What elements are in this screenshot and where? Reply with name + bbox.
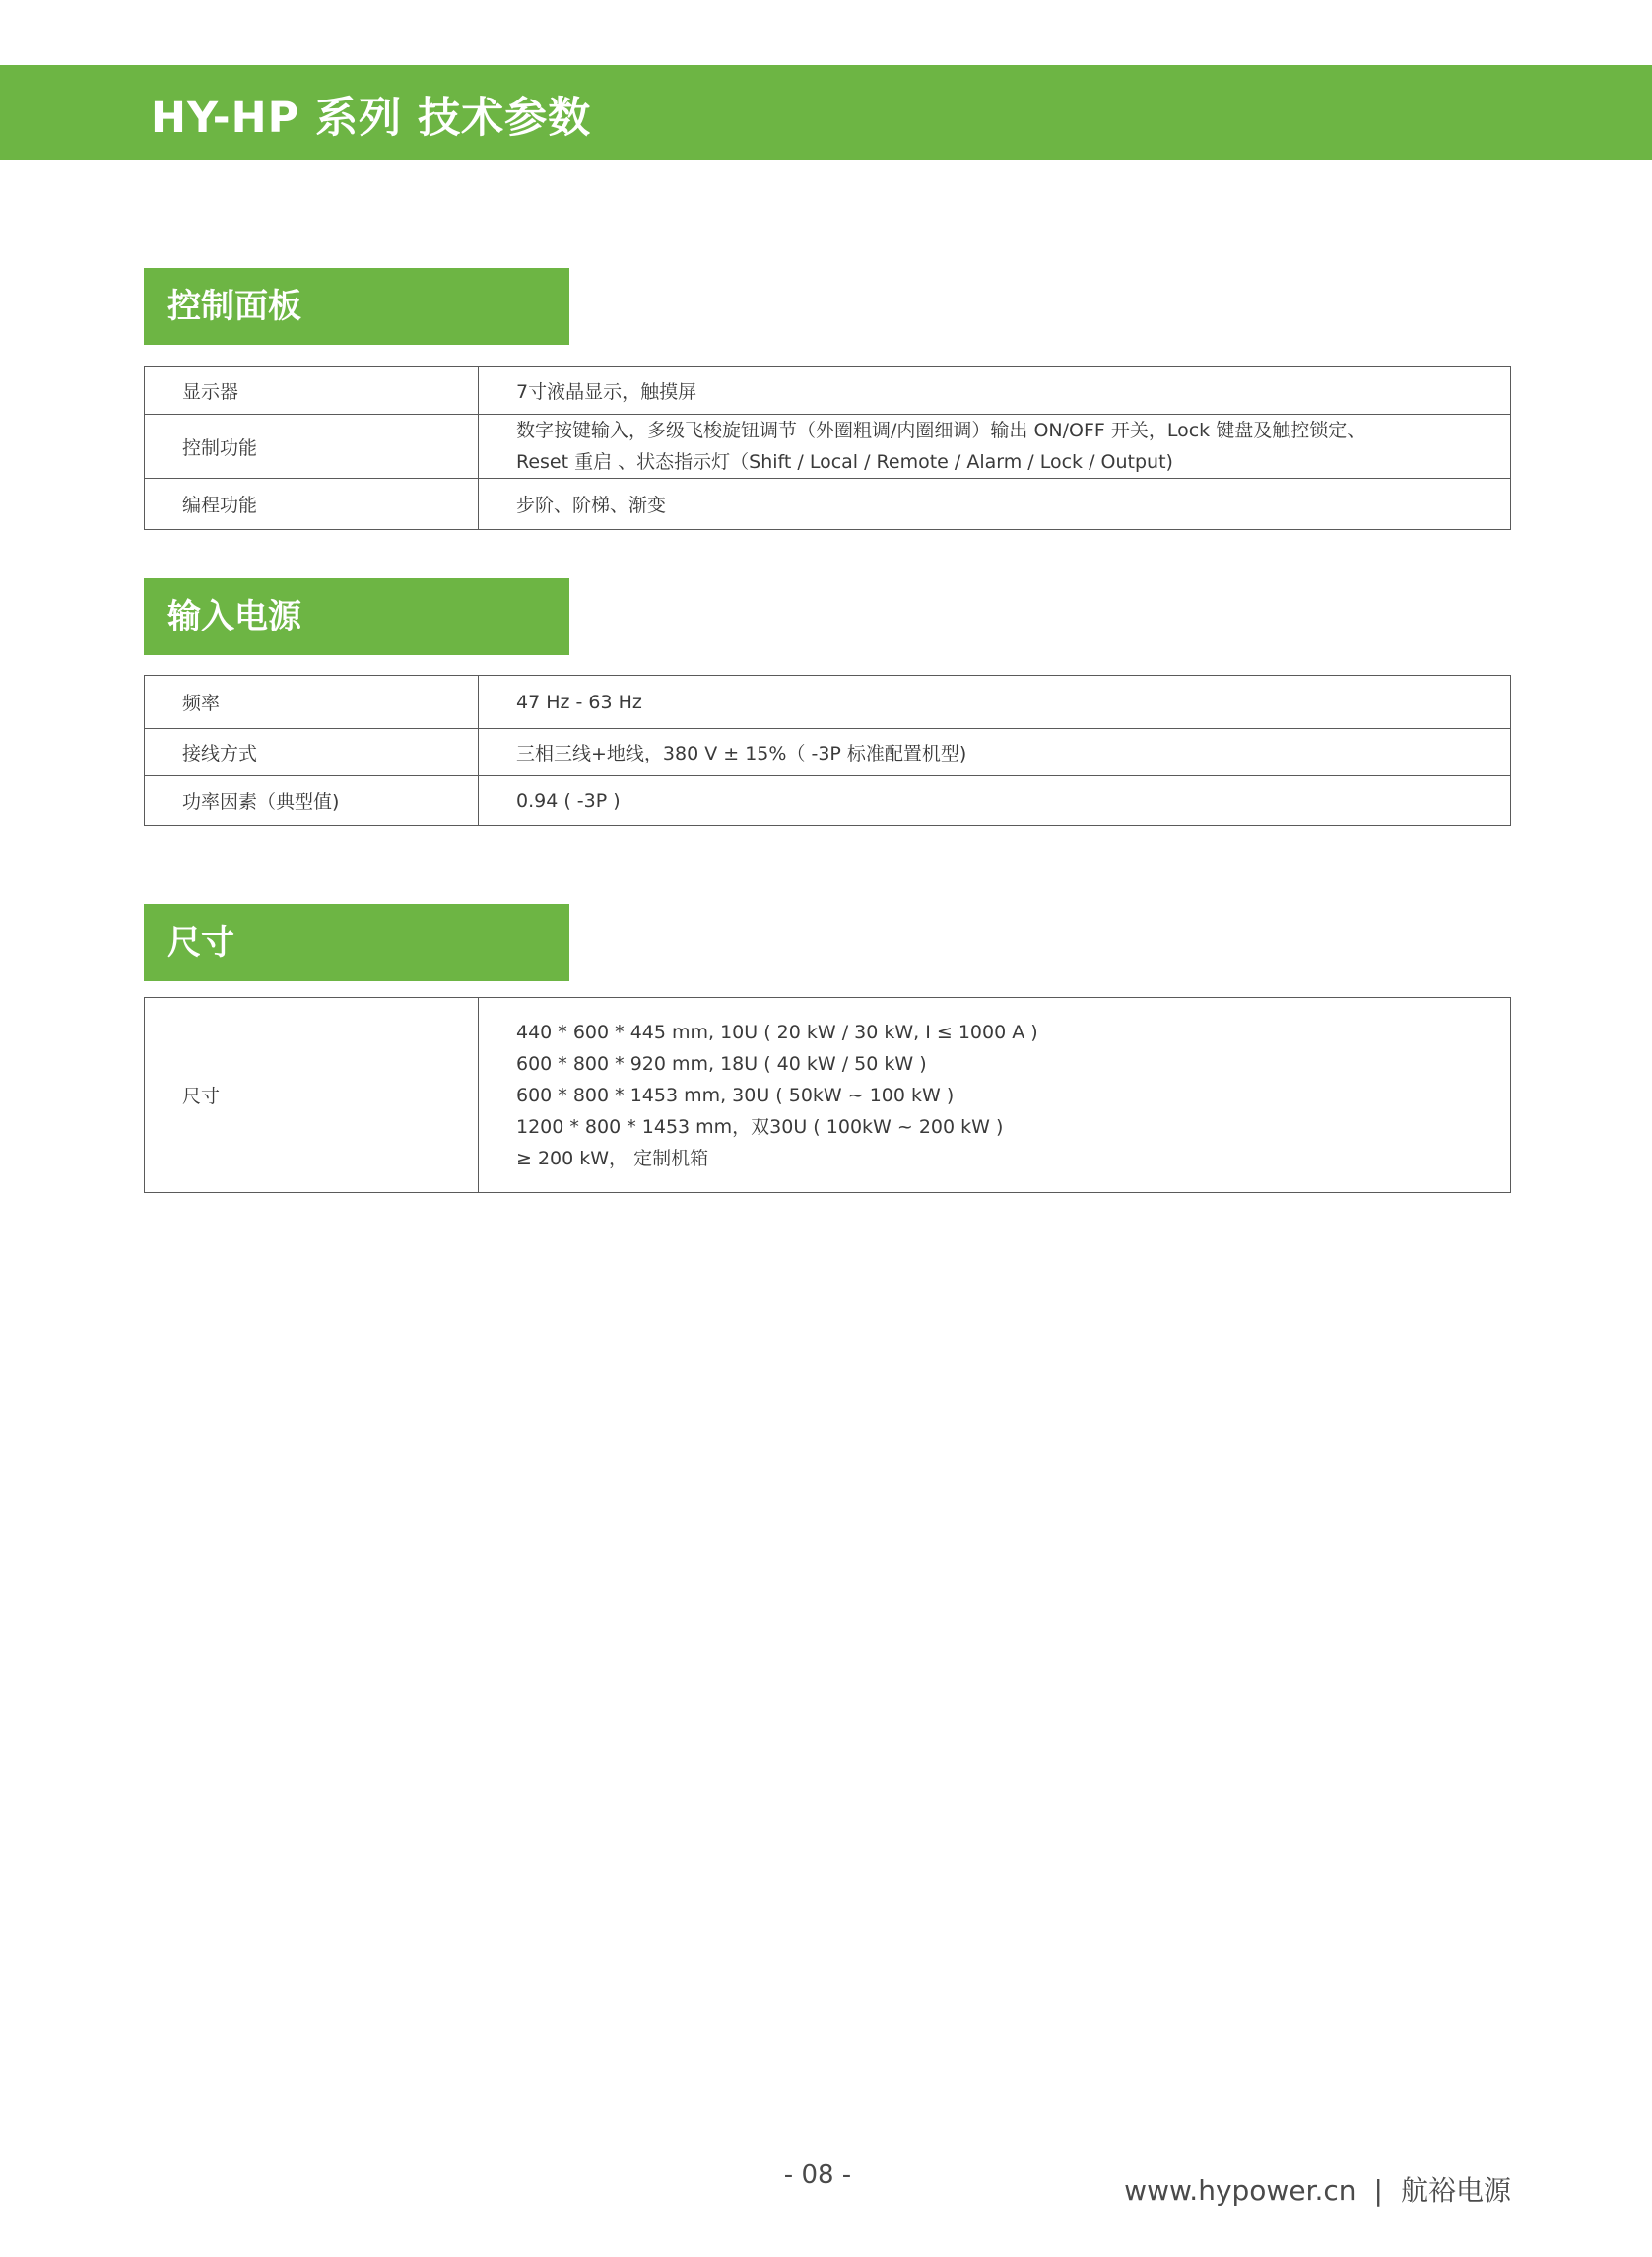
row-value: 0.94 ( -3P ) (479, 776, 1511, 826)
table-row (145, 676, 1511, 729)
row-label: 功率因素（典型值) (145, 776, 479, 826)
header-bar (0, 65, 1652, 160)
footer (1124, 2169, 1511, 2209)
website-link[interactable]: www.hypower.cn (1124, 2174, 1356, 2207)
row-value: 三相三线+地线，380 V ± 15%（ -3P 标准配置机型) (479, 729, 1511, 776)
table-row (145, 415, 1511, 479)
section-title-control-panel: 控制面板 (144, 268, 569, 345)
footer-separator: | (1373, 2174, 1383, 2207)
page-title: HY-HP 系列 技术参数 (151, 94, 592, 143)
section-title-input-power: 输入电源 (144, 578, 569, 655)
table-row (145, 479, 1511, 530)
page-number: - 08 - (783, 2160, 852, 2190)
table-row (145, 729, 1511, 776)
control-panel-table (144, 366, 1511, 530)
row-label: 频率 (145, 676, 479, 729)
row-value (479, 415, 1511, 479)
row-label: 尺寸 (145, 998, 479, 1193)
value-line: ≥ 200 kW， 定制机箱 (516, 1147, 709, 1169)
dimensions-table (144, 997, 1511, 1193)
value-line: 1200 * 800 * 1453 mm，双30U ( 100kW ~ 200 kW ) (516, 1115, 1004, 1138)
value-line: Reset 重启 、状态指示灯（Shift / Local / Remote / Alarm / Lock / Output) (516, 451, 1173, 473)
section-title-dimensions: 尺寸 (144, 904, 569, 981)
row-label: 显示器 (145, 367, 479, 415)
value-line: 数字按键输入，多级飞梭旋钮调节（外圈粗调/内圈细调）输出 ON/OFF 开关，Lock 键盘及触控锁定、 (516, 420, 1366, 441)
value-line: 600 * 800 * 1453 mm, 30U ( 50kW ~ 100 kW ) (516, 1084, 955, 1106)
row-value: 7寸液晶显示，触摸屏 (479, 367, 1511, 415)
row-label: 接线方式 (145, 729, 479, 776)
table-row (145, 776, 1511, 826)
row-value (479, 998, 1511, 1193)
value-line: 600 * 800 * 920 mm, 18U ( 40 kW / 50 kW ) (516, 1052, 927, 1075)
row-value: 步阶、阶梯、渐变 (479, 479, 1511, 530)
value-line: 440 * 600 * 445 mm, 10U ( 20 kW / 30 kW, I ≤ 1000 A ) (516, 1021, 1038, 1043)
table-row (145, 367, 1511, 415)
brand-name: 航裕电源 (1400, 2174, 1511, 2207)
row-label: 控制功能 (145, 415, 479, 479)
row-label: 编程功能 (145, 479, 479, 530)
row-value: 47 Hz - 63 Hz (479, 676, 1511, 729)
input-power-table (144, 675, 1511, 826)
table-row (145, 998, 1511, 1193)
